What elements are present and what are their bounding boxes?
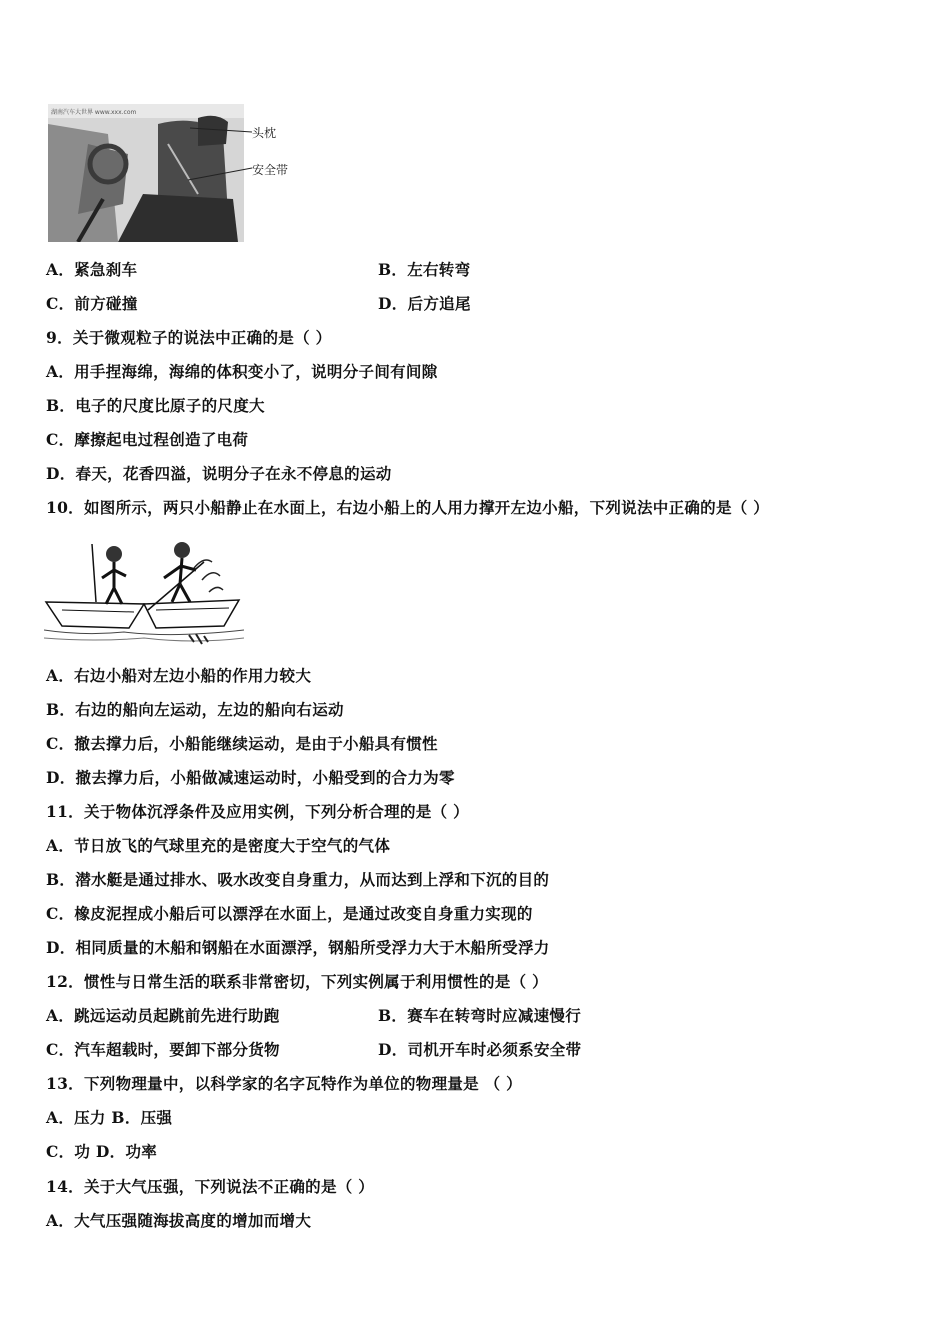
q12-stem: 12．惯性与日常生活的联系非常密切，下列实例属于利用惯性的是（ ） (46, 972, 548, 991)
q12-option-a: A．跳远运动员起跳前先进行助跑 (46, 1006, 280, 1025)
q10-option-d: D．撤去撑力后，小船做减速运动时，小船受到的合力为零 (46, 768, 455, 787)
q11-stem: 11．关于物体沉浮条件及应用实例，下列分析合理的是（ ） (46, 802, 469, 821)
q14-option-a: A．大气压强随海拔高度的增加而增大 (46, 1211, 312, 1230)
watermark-text: 湖南汽车大世界 www.xxx.com (51, 109, 137, 116)
q11-option-a: A．节日放飞的气球里充的是密度大于空气的气体 (46, 836, 391, 855)
q8-option-c: C．前方碰撞 (46, 294, 138, 313)
q8-option-a: A．紧急刹车 (46, 260, 138, 279)
boats-drawing (44, 540, 244, 645)
q8-option-d: D．后方追尾 (378, 294, 471, 313)
q10-option-a: A．右边小船对左边小船的作用力较大 (46, 666, 312, 685)
q13-options-ab: A．压力 B．压强 (46, 1108, 173, 1127)
q13-stem: 13．下列物理量中，以科学家的名字瓦特作为单位的物理量是 （ ） (46, 1074, 522, 1093)
q11-option-d: D．相同质量的木船和钢船在水面漂浮，钢船所受浮力大于木船所受浮力 (46, 938, 550, 957)
q12-option-c: C．汽车超载时，要卸下部分货物 (46, 1040, 280, 1059)
q12-option-d: D．司机开车时必须系安全带 (378, 1040, 582, 1059)
q9-stem: 9．关于微观粒子的说法中正确的是（ ） (46, 328, 332, 347)
boats-figure (44, 540, 244, 645)
q9-option-d: D．春天，花香四溢，说明分子在永不停息的运动 (46, 464, 392, 483)
q10-option-b: B．右边的船向左运动，左边的船向右运动 (46, 700, 344, 719)
q11-option-b: B．潜水艇是通过排水、吸水改变自身重力，从而达到上浮和下沉的目的 (46, 870, 550, 889)
figure-leader-lines (180, 118, 260, 198)
label-seatbelt: 安全带 (252, 163, 289, 177)
q9-option-a: A．用手捏海绵，海绵的体积变小了，说明分子间有间隙 (46, 362, 438, 381)
q10-stem: 10．如图所示，两只小船静止在水面上，右边小船上的人用力撑开左边小船，下列说法中正确的是（ ） (46, 498, 770, 517)
q8-option-b: B．左右转弯 (378, 260, 471, 279)
q14-stem: 14．关于大气压强，下列说法不正确的是（ ） (46, 1177, 375, 1196)
q11-option-c: C．橡皮泥捏成小船后可以漂浮在水面上，是通过改变自身重力实现的 (46, 904, 533, 923)
q10-option-c: C．撤去撑力后，小船能继续运动，是由于小船具有惯性 (46, 734, 438, 753)
q9-option-b: B．电子的尺度比原子的尺度大 (46, 396, 265, 415)
label-headrest: 头枕 (252, 126, 277, 140)
q12-option-b: B．赛车在转弯时应减速慢行 (378, 1006, 582, 1025)
q13-options-cd: C．功 D．功率 (46, 1142, 158, 1161)
q9-option-c: C．摩擦起电过程创造了电荷 (46, 430, 249, 449)
